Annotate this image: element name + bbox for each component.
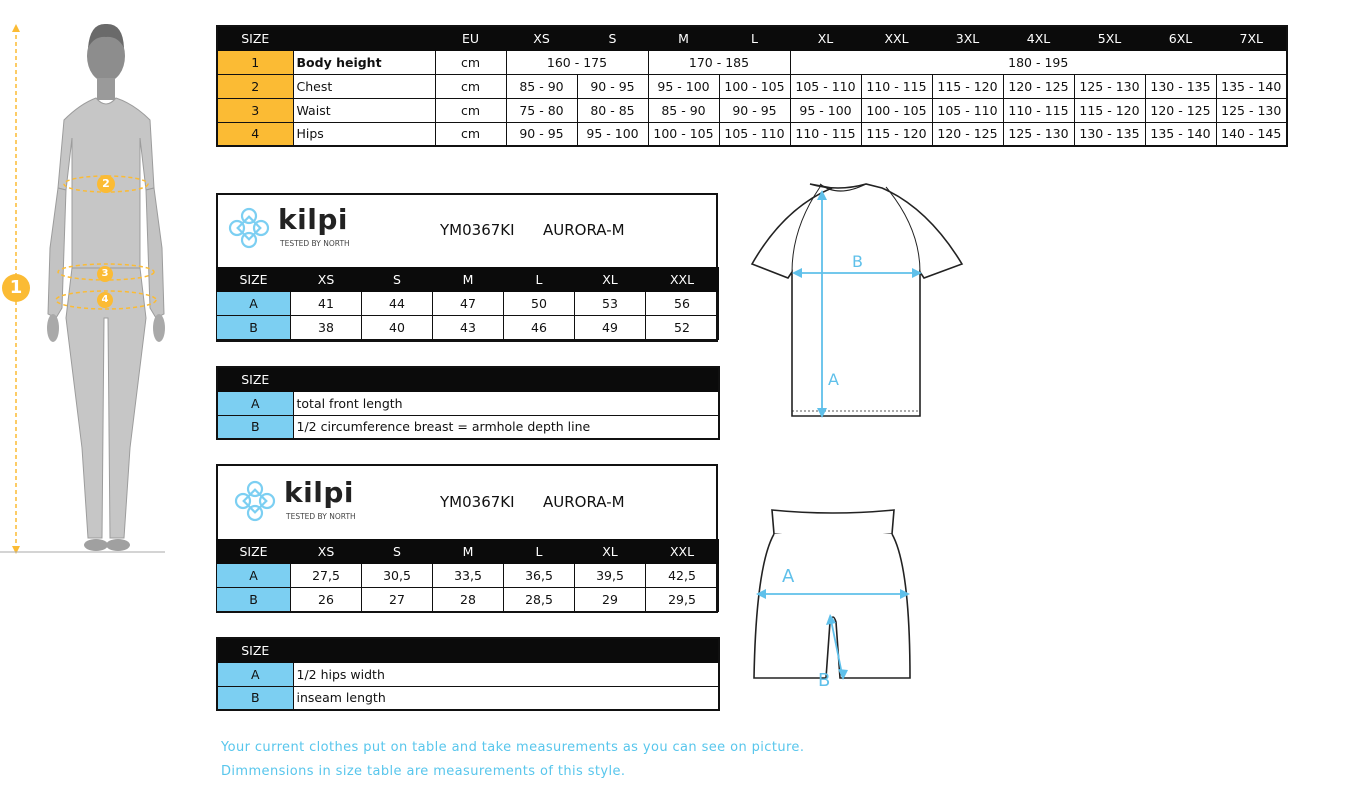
cell: 53	[575, 292, 646, 316]
row-label: Body height	[293, 50, 435, 74]
cell: 85 - 90	[648, 98, 719, 122]
row-number: 1	[217, 50, 293, 74]
cell: 95 - 100	[648, 74, 719, 98]
header-xxl: XXL	[646, 268, 719, 292]
legend-text: inseam length	[293, 686, 719, 710]
product-name: AURORA-M	[543, 493, 625, 511]
product-code: YM0367KI	[440, 221, 515, 239]
cell: 100 - 105	[861, 98, 932, 122]
row-number: 2	[217, 74, 293, 98]
legend-label: A	[217, 391, 293, 415]
product-code: YM0367KI	[440, 493, 515, 511]
table-row	[217, 564, 719, 588]
header-3xl: 3XL	[932, 26, 1003, 50]
chest-marker: 2	[97, 175, 115, 193]
header-size: SIZE	[217, 540, 291, 564]
waist-marker: 3	[97, 266, 113, 282]
cell: 27	[362, 588, 433, 612]
header-size: SIZE	[217, 26, 293, 50]
cell: 125 - 130	[1216, 98, 1287, 122]
header-5xl: 5XL	[1074, 26, 1145, 50]
cell: 135 - 140	[1216, 74, 1287, 98]
cell: 44	[362, 292, 433, 316]
shirt-illustration	[748, 178, 968, 424]
cell: 95 - 100	[577, 122, 648, 146]
cell: 170 - 185	[648, 50, 790, 74]
cell: 26	[291, 588, 362, 612]
cell: 27,5	[291, 564, 362, 588]
table-row	[217, 588, 719, 612]
header-eu: EU	[435, 26, 506, 50]
header-4xl: 4XL	[1003, 26, 1074, 50]
header-l: L	[504, 268, 575, 292]
table-row	[217, 391, 719, 415]
row-number: 4	[217, 122, 293, 146]
cell: 110 - 115	[861, 74, 932, 98]
height-marker: 1	[2, 274, 30, 302]
cell: 180 - 195	[790, 50, 1287, 74]
legend-label: A	[217, 662, 293, 686]
diagram-label-b: B	[852, 252, 863, 271]
cell: 52	[646, 316, 719, 340]
cell: 42,5	[646, 564, 719, 588]
cell: 56	[646, 292, 719, 316]
row-label: A	[217, 564, 291, 588]
cell: 95 - 100	[790, 98, 861, 122]
cell: 41	[291, 292, 362, 316]
table-row	[217, 50, 1287, 74]
table-row	[217, 74, 1287, 98]
header-xs: XS	[291, 268, 362, 292]
cell: 115 - 120	[861, 122, 932, 146]
header-size: SIZE	[217, 268, 291, 292]
table-row	[217, 662, 719, 686]
product-name: AURORA-M	[543, 221, 625, 239]
cell: 100 - 105	[719, 74, 790, 98]
cell: 135 - 140	[1145, 122, 1216, 146]
brand-name: kilpi	[284, 476, 354, 509]
brand-logo	[226, 205, 376, 255]
table-row	[217, 415, 719, 439]
note-measure: Your current clothes put on table and take measurements as you can see on picture.	[221, 740, 805, 755]
cell: 50	[504, 292, 575, 316]
header-l: L	[719, 26, 790, 50]
body-size-chart	[216, 25, 1288, 147]
diagram-label-b: B	[818, 670, 831, 691]
cell: 105 - 110	[719, 122, 790, 146]
table-row	[217, 292, 719, 316]
header-s: S	[362, 268, 433, 292]
top-legend-table	[216, 366, 720, 440]
legend-header: SIZE	[217, 638, 293, 662]
cell: 105 - 110	[790, 74, 861, 98]
row-unit: cm	[435, 50, 506, 74]
shorts-illustration	[748, 506, 918, 696]
legend-text: 1/2 hips width	[293, 662, 719, 686]
row-number: 3	[217, 98, 293, 122]
header-xl: XL	[790, 26, 861, 50]
top-size-table	[216, 267, 719, 340]
legend-header-blank	[293, 367, 719, 391]
table-row	[217, 316, 719, 340]
header-xl: XL	[575, 540, 646, 564]
shirt-diagram	[748, 178, 968, 424]
cell: 36,5	[504, 564, 575, 588]
brand-tagline: TESTED BY NORTH	[280, 239, 350, 248]
cell: 85 - 90	[506, 74, 577, 98]
header-xs: XS	[506, 26, 577, 50]
cell: 160 - 175	[506, 50, 648, 74]
header-6xl: 6XL	[1145, 26, 1216, 50]
cell: 29,5	[646, 588, 719, 612]
cell: 33,5	[433, 564, 504, 588]
note-dimensions: Dimmensions in size table are measurements of this style.	[221, 764, 626, 779]
header-xl: XL	[575, 268, 646, 292]
bottom-size-table	[216, 539, 719, 612]
row-unit: cm	[435, 74, 506, 98]
cell: 140 - 145	[1216, 122, 1287, 146]
cell: 130 - 135	[1074, 122, 1145, 146]
cell: 110 - 115	[790, 122, 861, 146]
body-figure	[0, 18, 180, 558]
cell: 125 - 130	[1074, 74, 1145, 98]
header-xxl: XXL	[861, 26, 932, 50]
header-blank	[293, 26, 435, 50]
row-label: Hips	[293, 122, 435, 146]
row-unit: cm	[435, 122, 506, 146]
legend-text: 1/2 circumference breast = armhole depth line	[293, 415, 719, 439]
header-xs: XS	[291, 540, 362, 564]
row-label: A	[217, 292, 291, 316]
top-product-card	[216, 193, 718, 342]
row-label: Waist	[293, 98, 435, 122]
row-label: B	[217, 588, 291, 612]
legend-label: B	[217, 415, 293, 439]
cell: 100 - 105	[648, 122, 719, 146]
brand-logo	[232, 478, 382, 528]
brand-tagline: TESTED BY NORTH	[286, 512, 356, 521]
cell: 120 - 125	[1145, 98, 1216, 122]
cell: 30,5	[362, 564, 433, 588]
cell: 90 - 95	[719, 98, 790, 122]
cell: 29	[575, 588, 646, 612]
cell: 75 - 80	[506, 98, 577, 122]
table-row	[217, 98, 1287, 122]
cell: 115 - 120	[1074, 98, 1145, 122]
cell: 120 - 125	[932, 122, 1003, 146]
knot-logo-icon	[226, 205, 272, 251]
hips-marker: 4	[97, 292, 113, 308]
cell: 80 - 85	[577, 98, 648, 122]
cell: 105 - 110	[932, 98, 1003, 122]
brand-name: kilpi	[278, 203, 348, 236]
header-7xl: 7XL	[1216, 26, 1287, 50]
cell: 115 - 120	[932, 74, 1003, 98]
cell: 90 - 95	[506, 122, 577, 146]
legend-label: B	[217, 686, 293, 710]
cell: 120 - 125	[1003, 74, 1074, 98]
legend-header-blank	[293, 638, 719, 662]
header-m: M	[433, 268, 504, 292]
cell: 28,5	[504, 588, 575, 612]
legend-text: total front length	[293, 391, 719, 415]
header-xxl: XXL	[646, 540, 719, 564]
cell: 110 - 115	[1003, 98, 1074, 122]
table-row	[217, 686, 719, 710]
cell: 28	[433, 588, 504, 612]
bottom-legend-table	[216, 637, 720, 711]
knot-logo-icon	[232, 478, 278, 524]
legend-header: SIZE	[217, 367, 293, 391]
table-row	[217, 122, 1287, 146]
header-l: L	[504, 540, 575, 564]
cell: 49	[575, 316, 646, 340]
diagram-label-a: A	[828, 370, 839, 389]
cell: 39,5	[575, 564, 646, 588]
cell: 130 - 135	[1145, 74, 1216, 98]
row-unit: cm	[435, 98, 506, 122]
bottom-product-card	[216, 464, 718, 613]
shorts-diagram	[748, 506, 918, 696]
cell: 38	[291, 316, 362, 340]
header-s: S	[577, 26, 648, 50]
cell: 90 - 95	[577, 74, 648, 98]
header-m: M	[433, 540, 504, 564]
diagram-label-a: A	[782, 566, 795, 587]
cell: 43	[433, 316, 504, 340]
cell: 125 - 130	[1003, 122, 1074, 146]
cell: 46	[504, 316, 575, 340]
header-m: M	[648, 26, 719, 50]
cell: 47	[433, 292, 504, 316]
row-label: Chest	[293, 74, 435, 98]
cell: 40	[362, 316, 433, 340]
header-s: S	[362, 540, 433, 564]
row-label: B	[217, 316, 291, 340]
